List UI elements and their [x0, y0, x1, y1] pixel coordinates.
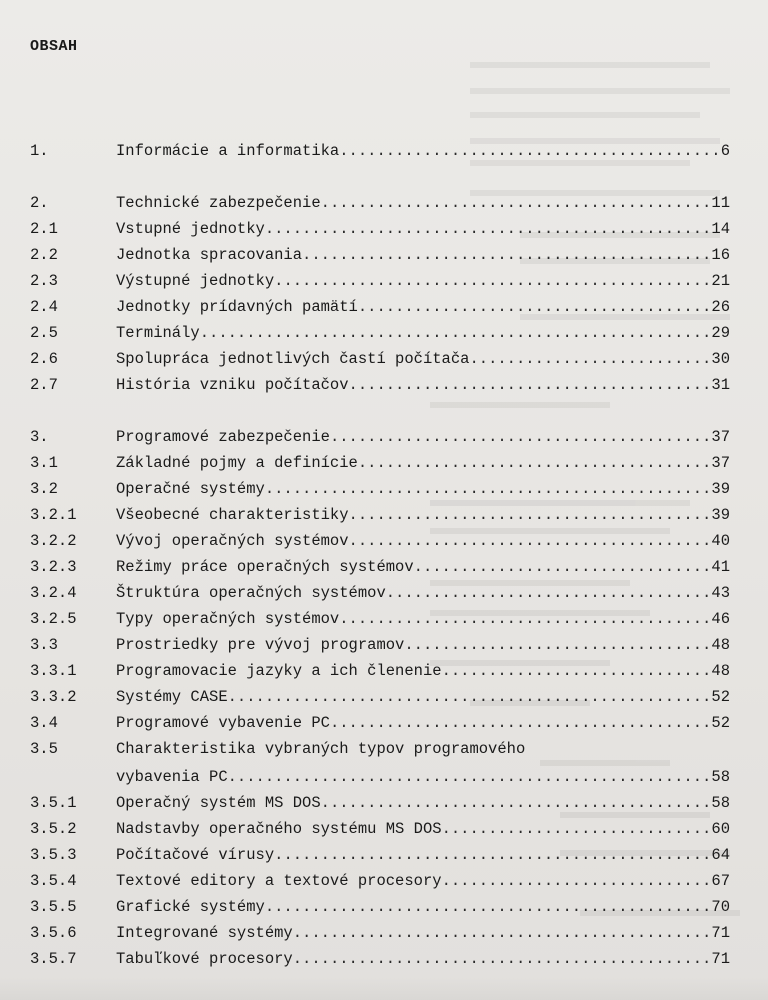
dot-leader — [228, 764, 712, 790]
toc-entry-page: 58 — [711, 768, 730, 786]
dot-leader — [228, 684, 712, 710]
toc-entry — [0, 736, 768, 762]
toc-entry-page: 64 — [711, 846, 730, 864]
toc-entry-number: 3.2.5 — [30, 610, 77, 628]
toc-entry-number: 3.5.7 — [30, 950, 77, 968]
toc-entry — [0, 684, 768, 710]
toc-entry-text — [116, 658, 730, 684]
toc-entry-label: Integrované systémy — [116, 924, 293, 942]
dot-leader — [265, 476, 712, 502]
toc-entry-number: 3.5.4 — [30, 872, 77, 890]
toc-entry-number: 3.3 — [30, 636, 58, 654]
toc-entry-number: 3.5.5 — [30, 898, 77, 916]
toc-entry-label: Programové zabezpečenie — [116, 428, 330, 446]
toc-entry-text — [116, 294, 730, 320]
toc-entry — [0, 372, 768, 398]
toc-entry-text — [116, 138, 730, 164]
toc-entry-page: 14 — [711, 220, 730, 238]
toc-entry-text — [116, 268, 730, 294]
toc-entry-page: 29 — [711, 324, 730, 342]
dot-leader — [339, 606, 711, 632]
toc-entry — [0, 242, 768, 268]
toc-entry-number: 3. — [30, 428, 49, 446]
toc-entry-label: Štruktúra operačných systémov — [116, 584, 386, 602]
dot-leader — [293, 920, 712, 946]
toc-entry-text — [116, 346, 730, 372]
toc-entry-label: Grafické systémy — [116, 898, 265, 916]
dot-leader — [302, 242, 711, 268]
toc-entry-page: 6 — [720, 142, 730, 160]
dot-leader — [349, 528, 712, 554]
toc-entry-page: 46 — [711, 610, 730, 628]
toc-entry — [0, 424, 768, 450]
toc-entry — [0, 946, 768, 972]
toc-entry-label: História vzniku počítačov — [116, 376, 349, 394]
toc-entry-page: 37 — [711, 454, 730, 472]
toc-entry-text — [116, 502, 730, 528]
dot-leader — [339, 138, 720, 164]
toc-entry-number: 2.3 — [30, 272, 58, 290]
toc-entry — [0, 632, 768, 658]
toc-entry-text — [116, 554, 730, 580]
toc-entry-text — [116, 190, 730, 216]
toc-entry-text — [116, 320, 730, 346]
toc-entry-label: Terminály — [116, 324, 200, 342]
toc-entry-number: 2.2 — [30, 246, 58, 264]
toc-entry — [0, 320, 768, 346]
toc-entry-text — [116, 868, 730, 894]
toc-entry-page: 52 — [711, 714, 730, 732]
toc-entry-number: 3.2.4 — [30, 584, 77, 602]
toc-entry-number: 3.1 — [30, 454, 58, 472]
toc-entry-text — [116, 764, 730, 790]
toc-entry — [0, 502, 768, 528]
toc-entry-label: Vývoj operačných systémov — [116, 532, 349, 550]
toc-entry-label: Výstupné jednotky — [116, 272, 275, 290]
toc-entry — [0, 790, 768, 816]
page-shadow — [0, 976, 768, 1000]
toc-entry-text — [116, 946, 730, 972]
toc-entry-label: Základné pojmy a definície — [116, 454, 358, 472]
toc-entry-text — [116, 790, 730, 816]
toc-entry-page: 40 — [711, 532, 730, 550]
dot-leader — [265, 216, 712, 242]
dot-leader — [442, 816, 712, 842]
toc-entry-number: 3.2.3 — [30, 558, 77, 576]
toc-entry — [0, 842, 768, 868]
toc-entry-number: 3.2.1 — [30, 506, 77, 524]
toc-entry-page: 52 — [711, 688, 730, 706]
toc-entry-page: 43 — [711, 584, 730, 602]
toc-entry-page: 21 — [711, 272, 730, 290]
dot-leader — [330, 424, 711, 450]
toc-entry — [0, 138, 768, 164]
toc-entry-number: 2.5 — [30, 324, 58, 342]
toc-entry — [0, 294, 768, 320]
toc-entry-text — [116, 450, 730, 476]
toc-entry-text — [116, 632, 730, 658]
toc-entry-text — [116, 710, 730, 736]
toc-entry-label: Operačný systém MS DOS — [116, 794, 321, 812]
toc-entry — [0, 580, 768, 606]
toc-entry-number: 3.4 — [30, 714, 58, 732]
dot-leader — [274, 842, 711, 868]
toc-entry — [0, 606, 768, 632]
toc-entry-label: Typy operačných systémov — [116, 610, 340, 628]
toc-entry-page: 11 — [711, 194, 730, 212]
toc-entry-number: 2. — [30, 194, 49, 212]
dot-leader — [293, 946, 712, 972]
toc-entry-text — [116, 372, 730, 398]
dot-leader — [321, 790, 712, 816]
toc-entry-page: 67 — [711, 872, 730, 890]
toc-entry — [0, 268, 768, 294]
toc-entry-page: 37 — [711, 428, 730, 446]
dot-leader — [321, 190, 712, 216]
toc-entry-number: 3.2.2 — [30, 532, 77, 550]
toc-entry-text — [116, 684, 730, 710]
toc-entry-label: Tabuľkové procesory — [116, 950, 293, 968]
toc-entry — [0, 868, 768, 894]
toc-entry-page: 16 — [711, 246, 730, 264]
toc-entry-number: 2.7 — [30, 376, 58, 394]
toc-entry-number: 3.3.1 — [30, 662, 77, 680]
toc-entry — [0, 658, 768, 684]
page-title: OBSAH — [30, 38, 78, 55]
toc-entry — [0, 190, 768, 216]
toc-entry-page: 26 — [711, 298, 730, 316]
toc-entry-label: Prostriedky pre vývoj programov — [116, 636, 405, 654]
dot-leader — [358, 294, 712, 320]
toc-entry-page: 31 — [711, 376, 730, 394]
toc-entry — [0, 920, 768, 946]
dot-leader — [358, 450, 712, 476]
toc-entry-label: Vstupné jednotky — [116, 220, 265, 238]
dot-leader — [469, 346, 711, 372]
toc-entry-text — [116, 216, 730, 242]
toc-entry — [0, 216, 768, 242]
toc-entry-number: 3.5.2 — [30, 820, 77, 838]
toc-entry-page: 60 — [711, 820, 730, 838]
toc-entry-page: 30 — [711, 350, 730, 368]
toc-entry-number: 3.5.1 — [30, 794, 77, 812]
dot-leader — [404, 632, 711, 658]
toc-entry-label-continuation: vybavenia PC — [116, 768, 228, 786]
toc-entry-label: Charakteristika vybraných typov programového — [116, 740, 526, 758]
toc-entry-page: 41 — [711, 558, 730, 576]
toc-entry — [0, 528, 768, 554]
toc-entry-page: 71 — [711, 924, 730, 942]
dot-leader — [442, 868, 712, 894]
toc-entry-text — [116, 476, 730, 502]
dot-leader — [442, 658, 712, 684]
toc-entry-page: 70 — [711, 898, 730, 916]
toc-entry — [0, 710, 768, 736]
toc-entry-label: Režimy práce operačných systémov — [116, 558, 414, 576]
dot-leader — [349, 372, 712, 398]
toc-entry-page: 39 — [711, 480, 730, 498]
toc-entry-text — [116, 842, 730, 868]
toc-entry-number: 3.2 — [30, 480, 58, 498]
toc-entry-label: Spolupráca jednotlivých častí počítača — [116, 350, 470, 368]
dot-leader — [386, 580, 712, 606]
toc-entry-text — [116, 894, 730, 920]
toc-entry — [0, 450, 768, 476]
toc-entry-number: 2.1 — [30, 220, 58, 238]
toc-entry-text — [116, 424, 730, 450]
toc-entry — [0, 816, 768, 842]
toc-entry-text — [116, 606, 730, 632]
toc-entry-text — [116, 920, 730, 946]
toc-entry-text — [116, 580, 730, 606]
toc-entry-text — [116, 242, 730, 268]
dot-leader — [265, 894, 712, 920]
toc-entry-number: 3.5.6 — [30, 924, 77, 942]
toc-entry-page: 48 — [711, 636, 730, 654]
toc-entry-number: 3.3.2 — [30, 688, 77, 706]
dot-leader — [330, 710, 711, 736]
toc-entry-number: 2.6 — [30, 350, 58, 368]
toc-entry-label: Informácie a informatika — [116, 142, 340, 160]
toc-entry-number: 1. — [30, 142, 49, 160]
toc-entry-label: Jednotka spracovania — [116, 246, 303, 264]
dot-leader — [349, 502, 712, 528]
toc-entry — [0, 346, 768, 372]
dot-leader — [274, 268, 711, 294]
toc-entry — [0, 554, 768, 580]
toc-entry — [0, 894, 768, 920]
toc-entry-label: Technické zabezpečenie — [116, 194, 321, 212]
toc-entry-text — [116, 528, 730, 554]
toc-entry-label: Nadstavby operačného systému MS DOS — [116, 820, 442, 838]
toc-entry-text — [116, 816, 730, 842]
toc-entry-label: Programové vybavenie PC — [116, 714, 330, 732]
dot-leader — [414, 554, 712, 580]
toc-entry-label: Systémy CASE — [116, 688, 228, 706]
toc-entry-label: Operačné systémy — [116, 480, 265, 498]
toc-entry-label: Programovacie jazyky a ich členenie — [116, 662, 442, 680]
toc-entry-page: 58 — [711, 794, 730, 812]
dot-leader — [200, 320, 712, 346]
toc-entry-page: 48 — [711, 662, 730, 680]
toc-entry — [0, 476, 768, 502]
toc-entry-number: 3.5 — [30, 740, 58, 758]
toc-entry-number: 3.5.3 — [30, 846, 77, 864]
toc-entry-label: Všeobecné charakteristiky — [116, 506, 349, 524]
toc-entry-page: 39 — [711, 506, 730, 524]
toc-entry-number: 2.4 — [30, 298, 58, 316]
toc-entry-continuation — [0, 764, 768, 790]
toc-entry-label: Počítačové vírusy — [116, 846, 275, 864]
toc-entry-page: 71 — [711, 950, 730, 968]
toc-entry-label: Textové editory a textové procesory — [116, 872, 442, 890]
toc-entry-label: Jednotky prídavných pamätí — [116, 298, 358, 316]
